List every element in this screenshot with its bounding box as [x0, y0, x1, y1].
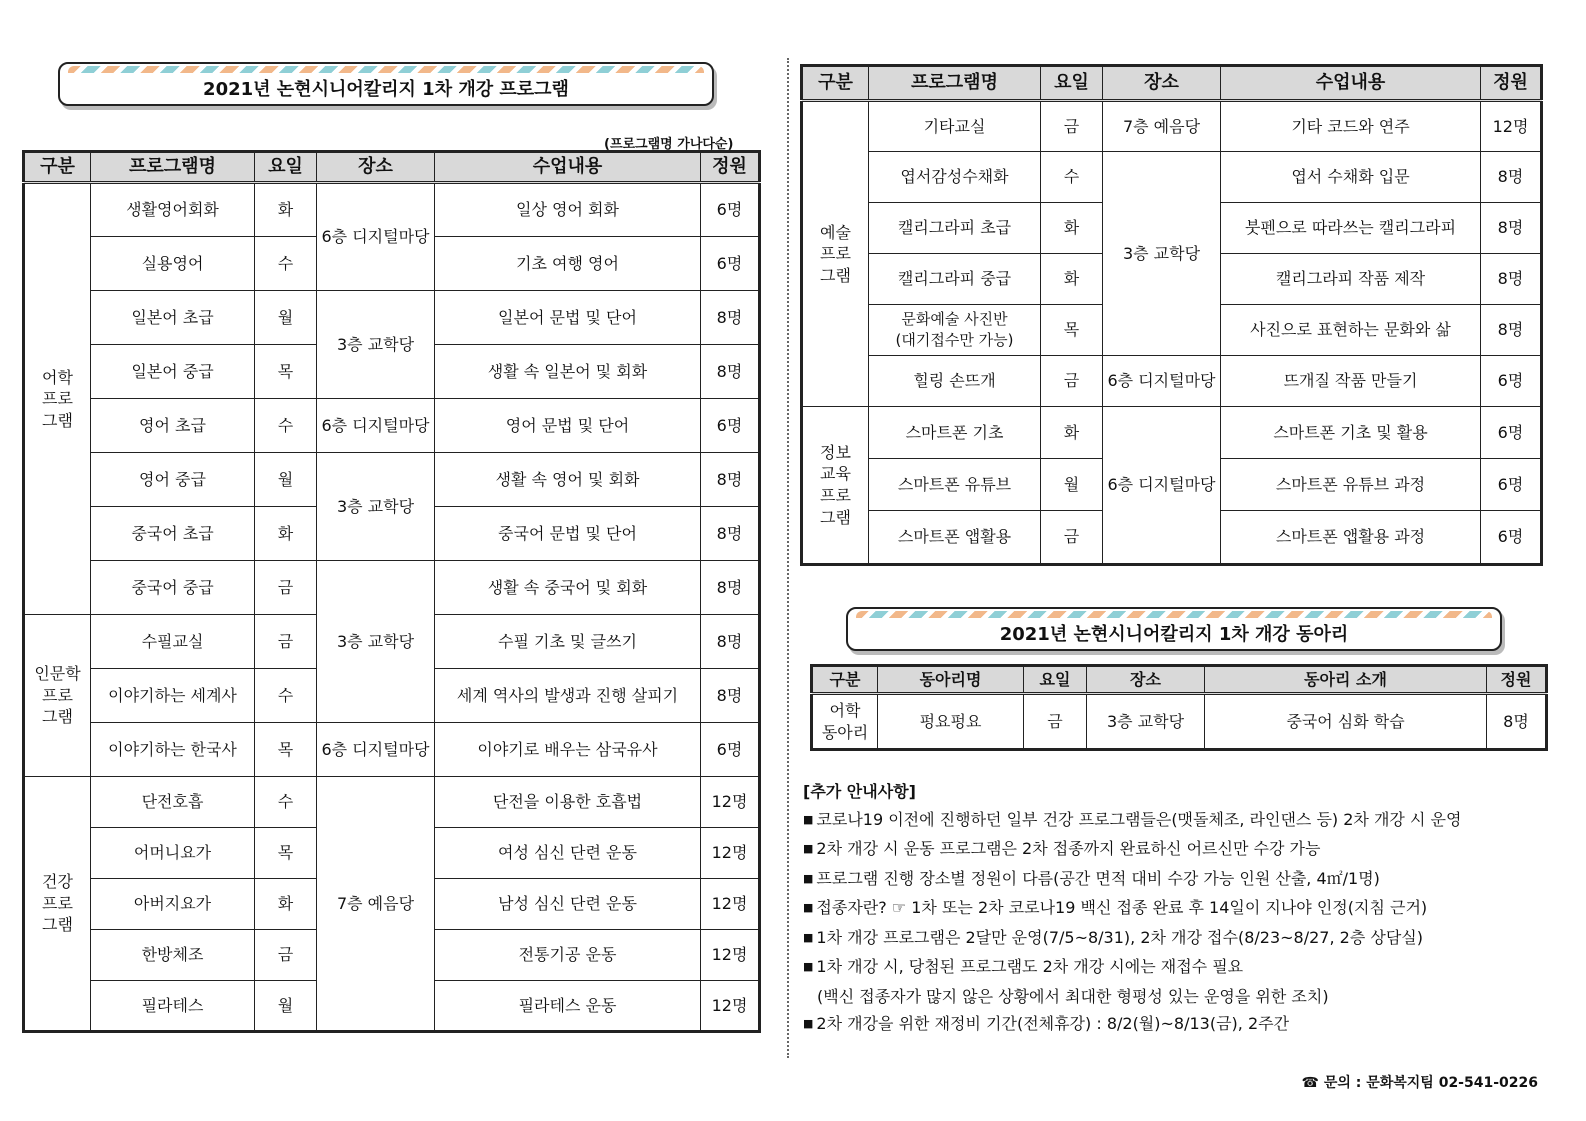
program-name: 엽서감성수채화 [869, 152, 1041, 203]
contact-info: ☎ 문의 : 문화복지팀 02-541-0226 [1301, 1075, 1538, 1091]
content: 남성 심신 단련 운동 [435, 879, 701, 930]
content: 전통기공 운동 [435, 930, 701, 981]
capacity: 8명 [1487, 694, 1547, 750]
content: 세계 역사의 발생과 진행 살피기 [435, 669, 701, 723]
day: 수 [255, 237, 317, 291]
day: 화 [1041, 203, 1103, 254]
capacity: 6명 [1481, 511, 1542, 565]
program-table [22, 150, 761, 1033]
category-cell: 예술 프로 그램 [802, 101, 869, 407]
content: 뜨개질 작품 만들기 [1221, 356, 1481, 407]
header-capacity: 정원 [1487, 666, 1547, 694]
program-name: 캘리그라피 중급 [869, 254, 1041, 305]
notice-subnote: (백신 접종자가 많지 않은 상황에서 최대한 형평성 있는 운영을 위한 조치) [817, 986, 1329, 1006]
program-table-right [800, 64, 1543, 566]
capacity: 8명 [1481, 305, 1542, 356]
day: 월 [255, 291, 317, 345]
intro: 중국어 심화 학습 [1205, 694, 1487, 750]
notice-item: ■ 2차 개강 시 운동 프로그램은 2차 접종까지 완료하신 어르신만 수강 가능 [803, 835, 1563, 865]
capacity: 8명 [1481, 152, 1542, 203]
content: 필라테스 운동 [435, 981, 701, 1032]
club-table [810, 664, 1548, 751]
day: 화 [1041, 407, 1103, 459]
capacity: 12명 [1481, 101, 1542, 152]
page-divider [787, 58, 789, 1058]
header-category: 구분 [802, 66, 869, 101]
program-name: 단전호흡 [91, 777, 255, 828]
day: 화 [255, 879, 317, 930]
header-place: 장소 [317, 152, 435, 183]
capacity: 8명 [1481, 254, 1542, 305]
day: 수 [255, 399, 317, 453]
capacity: 8명 [701, 561, 760, 615]
capacity: 12명 [701, 879, 760, 930]
place: 7층 예음당 [1103, 101, 1221, 152]
program-name: 기타교실 [869, 101, 1041, 152]
program-name: 문화예술 사진반 (대기접수만 가능) [869, 305, 1041, 356]
header-club-name: 동아리명 [878, 666, 1024, 694]
place: 3층 교학당 [1103, 152, 1221, 356]
table-row [24, 561, 760, 615]
club-title: 2021년 논현시니어칼리지 1차 개강 동아리 [999, 624, 1349, 645]
program-name: 캘리그라피 초급 [869, 203, 1041, 254]
header-intro: 동아리 소개 [1205, 666, 1487, 694]
day: 수 [1041, 152, 1103, 203]
program-name: 중국어 중급 [91, 561, 255, 615]
place: 6층 디지털마당 [317, 183, 435, 291]
capacity: 8명 [701, 669, 760, 723]
program-name: 영어 중급 [91, 453, 255, 507]
program-name: 이야기하는 한국사 [91, 723, 255, 777]
content: 스마트폰 앱활용 과정 [1221, 511, 1481, 565]
program-name: 아버지요가 [91, 879, 255, 930]
table-row [802, 101, 1542, 152]
program-name: 생활영어회화 [91, 183, 255, 237]
day: 금 [1041, 511, 1103, 565]
program-name: 영어 초급 [91, 399, 255, 453]
program-name: 한방체조 [91, 930, 255, 981]
place: 6층 디지털마당 [1103, 356, 1221, 407]
day: 금 [255, 615, 317, 669]
day: 월 [1041, 459, 1103, 511]
place: 3층 교학당 [317, 291, 435, 399]
capacity: 6명 [1481, 356, 1542, 407]
capacity: 8명 [701, 453, 760, 507]
content: 스마트폰 기초 및 활용 [1221, 407, 1481, 459]
notices-heading: [추가 안내사항] [803, 782, 916, 801]
capacity: 8명 [701, 345, 760, 399]
day: 목 [1041, 305, 1103, 356]
capacity: 12명 [701, 930, 760, 981]
content: 기초 여행 영어 [435, 237, 701, 291]
header-day: 요일 [1041, 66, 1103, 101]
capacity: 6명 [1481, 459, 1542, 511]
table-row [802, 356, 1542, 407]
place: 3층 교학당 [317, 561, 435, 723]
content: 붓펜으로 따라쓰는 캘리그라피 [1221, 203, 1481, 254]
day: 금 [1041, 101, 1103, 152]
capacity: 6명 [1481, 407, 1542, 459]
content: 기타 코드와 연주 [1221, 101, 1481, 152]
program-name: 스마트폰 기초 [869, 407, 1041, 459]
notice-item: ■ 1차 개강 프로그램은 2달만 운영(7/5~8/31), 2차 개강 접수(8/23~8/27, 2층 상담실) [803, 924, 1563, 954]
header-content: 수업내용 [1221, 66, 1481, 101]
program-title-banner [58, 62, 714, 106]
sort-note: (프로그램명 가나다순) [604, 137, 734, 152]
program-name: 어머니요가 [91, 828, 255, 879]
program-name: 중국어 초급 [91, 507, 255, 561]
day: 화 [1041, 254, 1103, 305]
header-category: 구분 [812, 666, 878, 694]
notice-item: ■ 접종자란? ☞ 1차 또는 2차 코로나19 백신 접종 완료 후 14일이 지나야 인정(지침 근거) [803, 894, 1563, 924]
day: 목 [255, 828, 317, 879]
day: 월 [255, 981, 317, 1032]
content: 여성 심신 단련 운동 [435, 828, 701, 879]
content: 일상 영어 회화 [435, 183, 701, 237]
notice-item: ■ 2차 개강을 위한 재정비 기간(전체휴강) : 8/2(월)~8/13(금), 2주간 [803, 1010, 1563, 1040]
table-row [812, 694, 1547, 750]
program-name: 실용영어 [91, 237, 255, 291]
capacity: 6명 [701, 183, 760, 237]
program-name: 이야기하는 세계사 [91, 669, 255, 723]
category-cell: 어학 동아리 [812, 694, 878, 750]
capacity: 12명 [701, 777, 760, 828]
day: 화 [255, 183, 317, 237]
content: 단전을 이용한 호흡법 [435, 777, 701, 828]
table-row [24, 777, 760, 828]
content: 캘리그라피 작품 제작 [1221, 254, 1481, 305]
place: 6층 디지털마당 [317, 723, 435, 777]
capacity: 8명 [1481, 203, 1542, 254]
header-capacity: 정원 [701, 152, 760, 183]
header-place: 장소 [1087, 666, 1205, 694]
capacity: 12명 [701, 981, 760, 1032]
day: 수 [255, 777, 317, 828]
capacity: 6명 [701, 723, 760, 777]
content: 스마트폰 유튜브 과정 [1221, 459, 1481, 511]
table-row [802, 152, 1542, 203]
day: 목 [255, 345, 317, 399]
place: 3층 교학당 [317, 453, 435, 561]
category-cell: 건강 프로 그램 [24, 777, 91, 1032]
content: 이야기로 배우는 삼국유사 [435, 723, 701, 777]
program-title: 2021년 논현시니어칼리지 1차 개강 프로그램 [203, 79, 569, 100]
category-cell: 어학 프로 그램 [24, 183, 91, 615]
table-header [24, 152, 760, 183]
notice-item: ■ 프로그램 진행 장소별 정원이 다름(공간 면적 대비 수강 가능 인원 산출, 4㎡/1명) [803, 865, 1563, 895]
day: 금 [1024, 694, 1087, 750]
program-name: 힐링 손뜨개 [869, 356, 1041, 407]
content: 엽서 수채화 입문 [1221, 152, 1481, 203]
header-content: 수업내용 [435, 152, 701, 183]
program-name: 필라테스 [91, 981, 255, 1032]
program-name: 일본어 초급 [91, 291, 255, 345]
category-cell: 정보 교육 프로 그램 [802, 407, 869, 565]
capacity: 12명 [701, 828, 760, 879]
content: 중국어 문법 및 단어 [435, 507, 701, 561]
place: 6층 디지털마당 [1103, 407, 1221, 565]
header-program: 프로그램명 [869, 66, 1041, 101]
day: 금 [255, 561, 317, 615]
day: 월 [255, 453, 317, 507]
capacity: 8명 [701, 615, 760, 669]
day: 수 [255, 669, 317, 723]
capacity: 6명 [701, 237, 760, 291]
category-cell: 인문학 프로 그램 [24, 615, 91, 777]
content: 생활 속 영어 및 회화 [435, 453, 701, 507]
header-capacity: 정원 [1481, 66, 1542, 101]
table-header [812, 666, 1547, 694]
content: 생활 속 중국어 및 회화 [435, 561, 701, 615]
program-name: 스마트폰 앱활용 [869, 511, 1041, 565]
content: 수필 기초 및 글쓰기 [435, 615, 701, 669]
content: 일본어 문법 및 단어 [435, 291, 701, 345]
program-name: 수필교실 [91, 615, 255, 669]
table-row [802, 407, 1542, 459]
day: 화 [255, 507, 317, 561]
table-row [24, 399, 760, 453]
club-title-banner [846, 607, 1502, 651]
capacity: 6명 [701, 399, 760, 453]
day: 목 [255, 723, 317, 777]
additional-notices [803, 778, 1563, 1040]
table-row [24, 291, 760, 345]
content: 사진으로 표현하는 문화와 삶 [1221, 305, 1481, 356]
program-name: 일본어 중급 [91, 345, 255, 399]
content: 영어 문법 및 단어 [435, 399, 701, 453]
capacity: 8명 [701, 291, 760, 345]
place: 3층 교학당 [1087, 694, 1205, 750]
notice-item: ■ 1차 개강 시, 당첨된 프로그램도 2차 개강 시에는 재접수 필요 [803, 953, 1563, 983]
place: 7층 예음당 [317, 777, 435, 1032]
day: 금 [255, 930, 317, 981]
header-program: 프로그램명 [91, 152, 255, 183]
capacity: 8명 [701, 507, 760, 561]
header-place: 장소 [1103, 66, 1221, 101]
club-name: 펑요펑요 [878, 694, 1024, 750]
content: 생활 속 일본어 및 회화 [435, 345, 701, 399]
table-row [24, 723, 760, 777]
header-day: 요일 [255, 152, 317, 183]
place: 6층 디지털마당 [317, 399, 435, 453]
header-category: 구분 [24, 152, 91, 183]
day: 금 [1041, 356, 1103, 407]
notice-item: ■ 코로나19 이전에 진행하던 일부 건강 프로그램들은(맷돌체조, 라인댄스 등) 2차 개강 시 운영 [803, 806, 1563, 836]
table-header [802, 66, 1542, 101]
program-name: 스마트폰 유튜브 [869, 459, 1041, 511]
header-day: 요일 [1024, 666, 1087, 694]
table-row [24, 183, 760, 237]
table-row [24, 453, 760, 507]
